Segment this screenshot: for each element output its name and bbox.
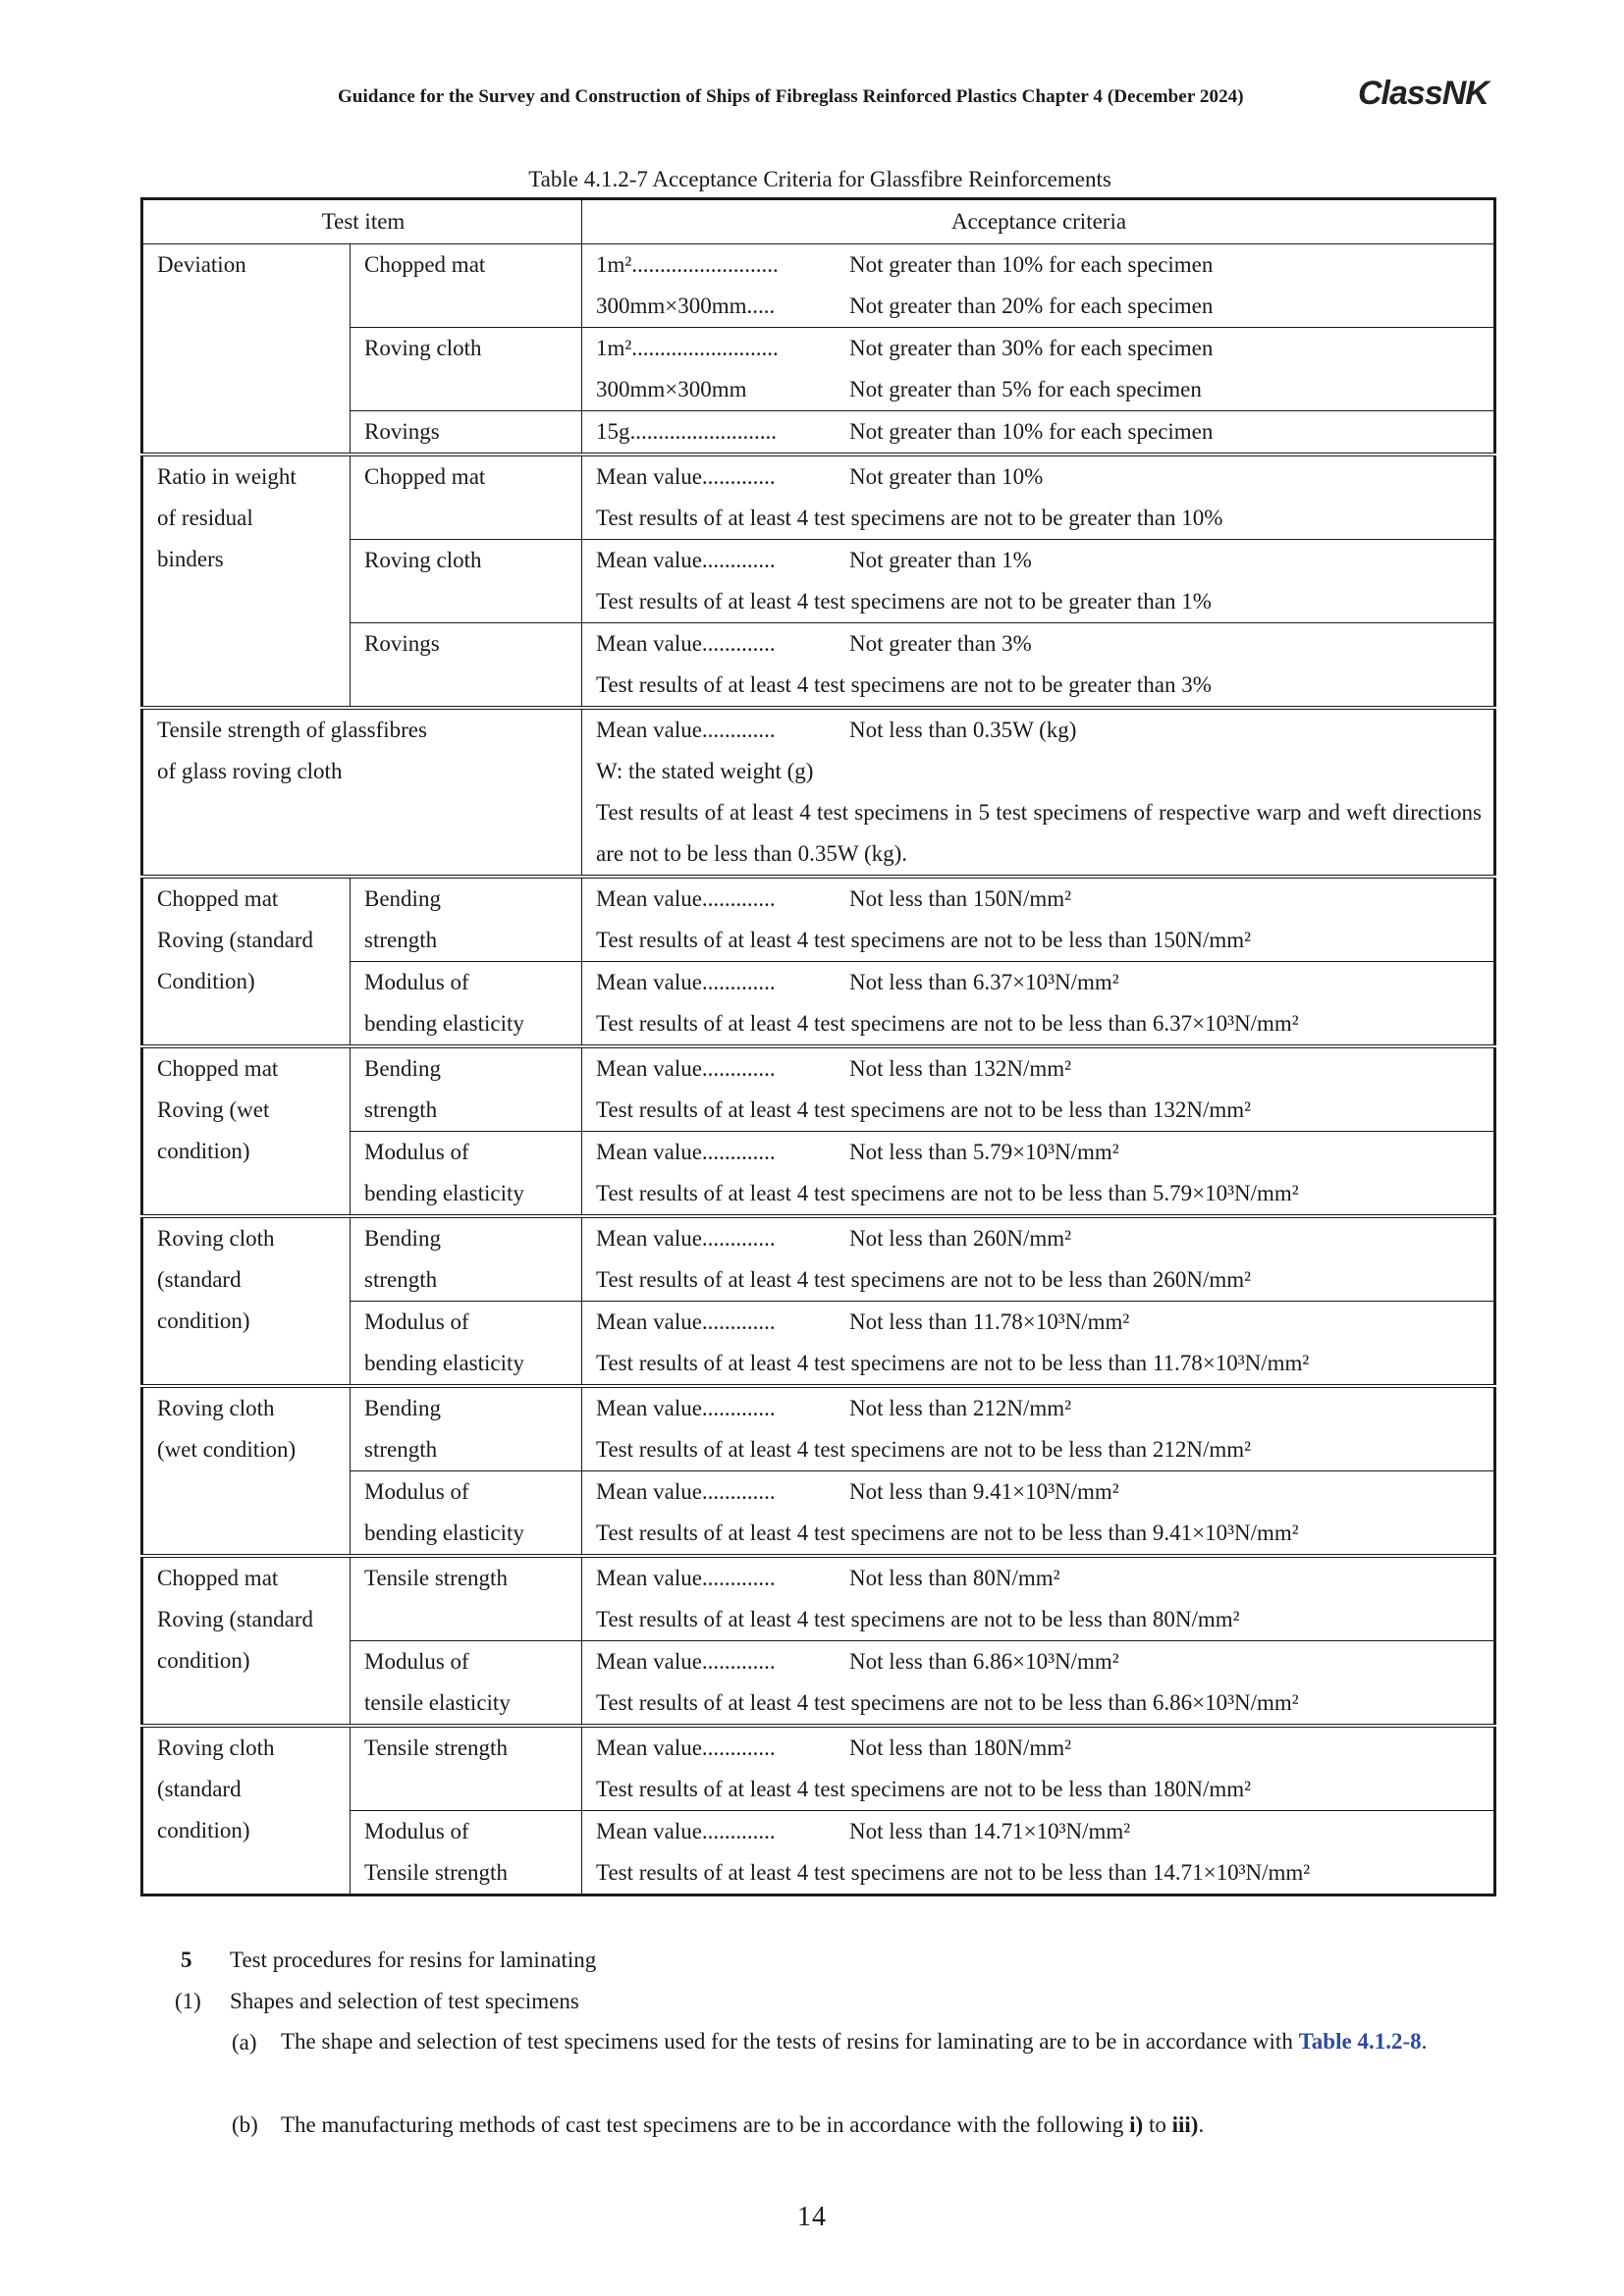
- group-label: Chopped mat Roving (standard Condition): [142, 877, 351, 1046]
- criteria-cell: Mean value............. Not less than 80N/mm² Test results of at least 4 test specimens are not to be less than 80N/mm²: [582, 1556, 1495, 1641]
- criteria-cell: Mean value............. Not less than 9.41×10³N/mm² Test results of at least 4 test specimens are not to be less than 9.41×10³N/mm²: [582, 1471, 1495, 1557]
- sub-item: Modulus of Tensile strength: [351, 1811, 582, 1896]
- item-1-title: Shapes and selection of test specimens: [230, 1989, 579, 2013]
- criteria-cell: Mean value............. Not less than 0.35W (kg) W: the stated weight (g) Test results of at least 4 test specimens in 5 test specimens of respective warp and weft directions are not to be less than 0.35W (kg).: [582, 708, 1495, 877]
- criteria-cell: Mean value............. Not greater than 1% Test results of at least 4 test specimens are not to be greater than 1%: [582, 540, 1495, 623]
- sub-item: Rovings: [351, 411, 582, 455]
- sub-item: Modulus of bending elasticity: [351, 962, 582, 1047]
- page-number: 14: [797, 2202, 827, 2232]
- header-acceptance-criteria: Acceptance criteria: [582, 199, 1495, 244]
- table-row: [142, 1556, 1495, 1641]
- criteria-cell: 1m².......................... Not greater than 10% for each specimen 300mm×300mm..... Not greater than 20% for each specimen: [582, 244, 1495, 328]
- sub-item: Bending strength: [351, 877, 582, 962]
- header-title: Guidance for the Survey and Construction of Ships of Fibreglass Reinforced Plastics Chapter 4 (December 2024): [338, 86, 1244, 107]
- sub-item: Chopped mat: [351, 454, 582, 540]
- table-row: [142, 1216, 1495, 1302]
- sub-item: Tensile strength: [351, 1726, 582, 1811]
- group-label: Roving cloth (standard condition): [142, 1726, 351, 1896]
- table-row: [142, 244, 1495, 328]
- sub-item: Chopped mat: [351, 244, 582, 328]
- sub-item: Tensile strength: [351, 1556, 582, 1641]
- table-caption: Table 4.1.2-7 Acceptance Criteria for Glassfibre Reinforcements: [528, 167, 1111, 191]
- criteria-cell: Mean value............. Not less than 14.71×10³N/mm² Test results of at least 4 test specimens are not to be less than 14.71×10³N/mm²: [582, 1811, 1495, 1896]
- criteria-cell: Mean value............. Not less than 11.78×10³N/mm² Test results of at least 4 test specimens are not to be less than 11.78×10³N/mm²: [582, 1302, 1495, 1387]
- item-a-number: (a): [232, 2030, 257, 2055]
- criteria-cell: 1m².......................... Not greater than 30% for each specimen 300mm×300mm Not greater than 5% for each specimen: [582, 328, 1495, 411]
- group-label: Chopped mat Roving (wet condition): [142, 1046, 351, 1216]
- group-label: Chopped mat Roving (standard condition): [142, 1556, 351, 1726]
- sub-item: Bending strength: [351, 1386, 582, 1471]
- criteria-cell: Mean value............. Not less than 6.37×10³N/mm² Test results of at least 4 test specimens are not to be less than 6.37×10³N/mm²: [582, 962, 1495, 1047]
- table-row: [142, 454, 1495, 540]
- item-a-text: The shape and selection of test specimens used for the tests of resins for laminating are to be in accordance with Table 4.1.2-8.: [281, 2029, 1428, 2054]
- criteria-cell: Mean value............. Not less than 150N/mm² Test results of at least 4 test specimens are not to be less than 150N/mm²: [582, 877, 1495, 962]
- sub-item: Modulus of bending elasticity: [351, 1302, 582, 1387]
- criteria-cell: Mean value............. Not greater than 10% Test results of at least 4 test specimens are not to be greater than 10%: [582, 454, 1495, 540]
- group-label: Ratio in weight of residual binders: [142, 454, 351, 708]
- page-header: [334, 75, 1489, 120]
- item-1-number: (1): [175, 1989, 201, 2013]
- item-b-text: The manufacturing methods of cast test specimens are to be in accordance with the following i) to iii).: [281, 2112, 1205, 2137]
- criteria-cell: 15g.......................... Not greater than 10% for each specimen: [582, 411, 1495, 455]
- sub-item: Rovings: [351, 623, 582, 709]
- table-header-row: [142, 199, 1495, 244]
- group-label: Roving cloth (standard condition): [142, 1216, 351, 1386]
- criteria-cell: Mean value............. Not less than 260N/mm² Test results of at least 4 test specimens are not to be less than 260N/mm²: [582, 1216, 1495, 1302]
- table-row: [142, 877, 1495, 962]
- table-row: [142, 1726, 1495, 1811]
- item-b-number: (b): [232, 2112, 258, 2137]
- group-label: Roving cloth (wet condition): [142, 1386, 351, 1556]
- sub-item: Bending strength: [351, 1046, 582, 1132]
- header-test-item: Test item: [142, 199, 582, 244]
- sub-item: Modulus of bending elasticity: [351, 1132, 582, 1217]
- group-label: Deviation: [142, 244, 351, 455]
- criteria-cell: Mean value............. Not less than 132N/mm² Test results of at least 4 test specimens are not to be less than 132N/mm²: [582, 1046, 1495, 1132]
- classnk-logo: ClassNK: [1358, 75, 1489, 112]
- section-5-heading: 5: [181, 1948, 192, 1972]
- group-label: Tensile strength of glassfibres of glass roving cloth: [142, 708, 582, 877]
- sub-item: Modulus of tensile elasticity: [351, 1641, 582, 1727]
- criteria-cell: Mean value............. Not less than 6.86×10³N/mm² Test results of at least 4 test specimens are not to be less than 6.86×10³N/mm²: [582, 1641, 1495, 1727]
- table-4-1-2-8-link[interactable]: Table 4.1.2-8: [1298, 2029, 1422, 2054]
- table-row: [142, 1386, 1495, 1471]
- criteria-cell: Mean value............. Not greater than 3% Test results of at least 4 test specimens are not to be greater than 3%: [582, 623, 1495, 709]
- sub-item: Bending strength: [351, 1216, 582, 1302]
- table-row: [142, 708, 1495, 877]
- criteria-cell: Mean value............. Not less than 5.79×10³N/mm² Test results of at least 4 test specimens are not to be less than 5.79×10³N/mm²: [582, 1132, 1495, 1217]
- acceptance-criteria-table: [140, 197, 1496, 1896]
- sub-item: Roving cloth: [351, 328, 582, 411]
- criteria-cell: Mean value............. Not less than 212N/mm² Test results of at least 4 test specimens are not to be less than 212N/mm²: [582, 1386, 1495, 1471]
- table-row: [142, 1046, 1495, 1132]
- sub-item: Modulus of bending elasticity: [351, 1471, 582, 1557]
- sub-item: Roving cloth: [351, 540, 582, 623]
- criteria-cell: Mean value............. Not less than 180N/mm² Test results of at least 4 test specimens are not to be less than 180N/mm²: [582, 1726, 1495, 1811]
- section-5-title: Test procedures for resins for laminating: [230, 1948, 597, 1972]
